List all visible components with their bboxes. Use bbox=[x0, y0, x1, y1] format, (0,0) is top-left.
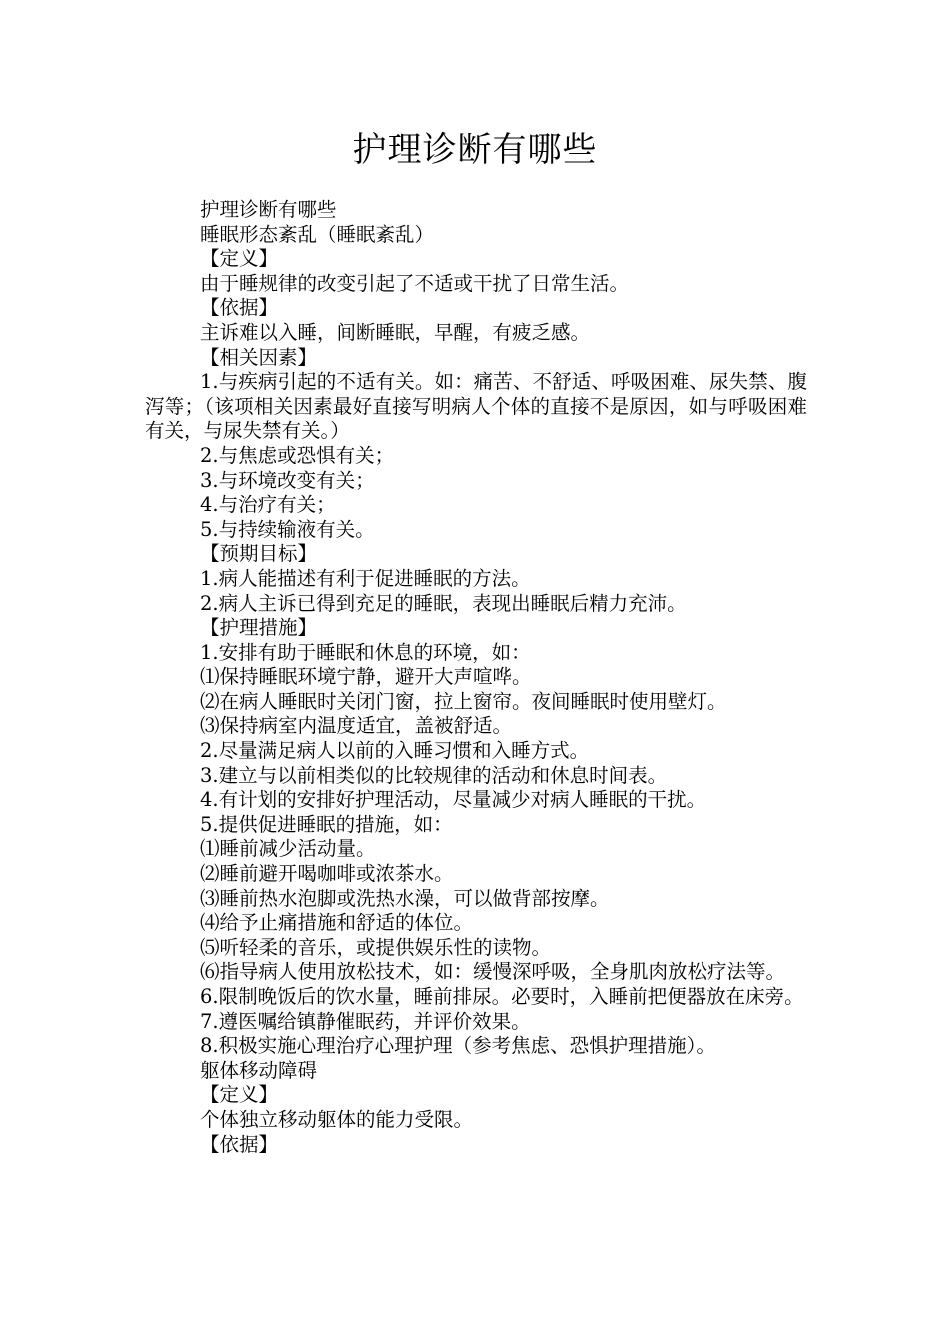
document-body bbox=[145, 198, 807, 1157]
paragraph: ⑴睡前减少活动量。 bbox=[200, 837, 376, 861]
paragraph: 主诉难以入睡，间断睡眠，早醒，有疲乏感。 bbox=[200, 320, 591, 344]
paragraph: 4.有计划的安排好护理活动，尽量减少对病人睡眠的干扰。 bbox=[200, 788, 707, 812]
paragraph: 2.与焦虑或恐惧有关； bbox=[200, 443, 395, 467]
section-heading: 【相关因素】 bbox=[200, 345, 318, 369]
paragraph: 5.与持续输液有关。 bbox=[200, 517, 375, 541]
paragraph: ⑷给予止痛措施和舒适的体位。 bbox=[200, 911, 474, 935]
section-heading: 【依据】 bbox=[200, 1132, 279, 1156]
paragraph: ⑶保持病室内温度适宜，盖被舒适。 bbox=[200, 714, 513, 738]
section-heading: 【护理措施】 bbox=[200, 616, 318, 640]
section-heading: 【预期目标】 bbox=[200, 542, 318, 566]
paragraph: 护理诊断有哪些 bbox=[200, 198, 337, 221]
paragraph: ⑸听轻柔的音乐，或提供娱乐性的读物。 bbox=[200, 935, 552, 959]
paragraph: 睡眠形态紊乱（睡眠紊乱） bbox=[200, 222, 435, 246]
paragraph: 3.与环境改变有关； bbox=[200, 468, 375, 492]
paragraph: 由于睡规律的改变引起了不适或干扰了日常生活。 bbox=[200, 271, 630, 295]
paragraph: 8.积极实施心理治疗心理护理（参考焦虑、恐惧护理措施）。 bbox=[200, 1034, 716, 1058]
paragraph: ⑴保持睡眠环境宁静，避开大声喧哗。 bbox=[200, 665, 532, 689]
paragraph: 2.尽量满足病人以前的入睡习惯和入睡方式。 bbox=[200, 739, 590, 763]
paragraph: 1.安排有助于睡眠和休息的环境，如： bbox=[200, 640, 531, 664]
section-heading: 【依据】 bbox=[200, 296, 279, 320]
paragraph: 2.病人主诉已得到充足的睡眠，表现出睡眠后精力充沛。 bbox=[200, 591, 687, 615]
paragraph: ⑹指导病人使用放松技术，如：缓慢深呼吸，全身肌肉放松疗法等。 bbox=[200, 960, 786, 984]
paragraph: 3.建立与以前相类似的比较规律的活动和休息时间表。 bbox=[200, 763, 668, 787]
paragraph: 6.限制晚饭后的饮水量，睡前排尿。必要时，入睡前把便器放在床旁。 bbox=[200, 985, 804, 1008]
section-heading: 【定义】 bbox=[200, 1083, 279, 1107]
paragraph: 个体独立移动躯体的能力受限。 bbox=[200, 1107, 474, 1131]
paragraph: 4.与治疗有关； bbox=[200, 493, 336, 517]
paragraph: 7.遵医嘱给镇静催眠药，并评价效果。 bbox=[200, 1009, 531, 1033]
paragraph: ⑵在病人睡眠时关闭门窗，拉上窗帘。夜间睡眠时使用壁灯。 bbox=[200, 689, 727, 713]
document-title: 护理诊断有哪些 bbox=[352, 130, 598, 170]
section-heading: 【定义】 bbox=[200, 247, 279, 271]
paragraph: ⑵睡前避开喝咖啡或浓茶水。 bbox=[200, 862, 454, 886]
paragraph: 1.与疾病引起的不适有关。如：痛苦、不舒适、呼吸困难、尿失禁、腹泻等；（该项相关因素最好直接写明病人个体的直接不是原因，如与呼吸困难有关，与尿失禁有关。） bbox=[145, 370, 807, 443]
paragraph: ⑶睡前热水泡脚或洗热水澡，可以做背部按摩。 bbox=[200, 886, 610, 910]
paragraph: 躯体移动障碍 bbox=[200, 1058, 318, 1082]
paragraph: 1.病人能描述有利于促进睡眠的方法。 bbox=[200, 566, 531, 590]
paragraph: 5.提供促进睡眠的措施，如： bbox=[200, 812, 453, 836]
